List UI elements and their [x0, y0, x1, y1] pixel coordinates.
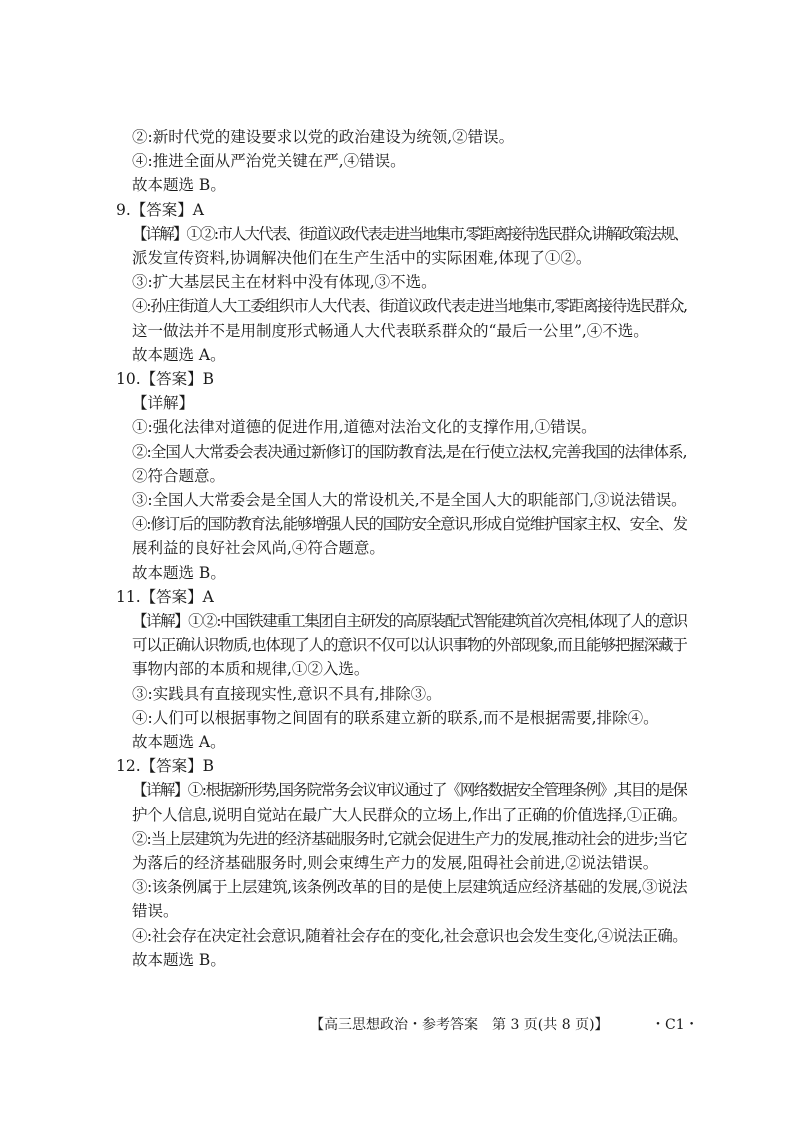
text-line: 错误。 [132, 902, 179, 921]
text-line: ③:扩大基层民主在材料中没有体现,③不选。 [132, 273, 437, 292]
text-line: 这一做法并不是用制度形式畅通人大代表联系群众的“最后一公里”,④不选。 [132, 321, 649, 340]
text-line: 可以正确认识物质,也体现了人的意识不仅可以认识事物的外部现象,而且能够把握深藏于 [132, 636, 687, 655]
text-line: 事物内部的本质和规律,①②入选。 [132, 660, 370, 679]
text-line: ②符合题意。 [132, 466, 226, 485]
text-line: 10.【答案】B [116, 370, 215, 388]
text-line: ③:该条例属于上层建筑,该条例改革的目的是使上层建筑适应经济基础的发展,③说法 [132, 878, 687, 897]
text-line: ①:强化法律对道德的促进作用,道德对法治文化的支撑作用,①错误。 [132, 418, 597, 437]
text-line: 故本题选 B。 [132, 950, 226, 969]
text-line: ②:当上层建筑为先进的经济基础服务时,它就会促进生产力的发展,推动社会的进步;当它 [132, 829, 687, 848]
text-line: ④:人们可以根据事物之间固有的联系建立新的联系,而不是根据需要,排除④。 [132, 708, 659, 727]
text-line: 故本题选 B。 [132, 176, 226, 195]
text-line: ④:推进全面从严治党关键在严,④错误。 [132, 152, 406, 171]
page-footer-label: 【高三思想政治・参考答案 第 3 页(共 8 页)】 [310, 1017, 609, 1033]
text-line: 故本题选 A。 [132, 345, 226, 364]
text-line: ④:修订后的国防教育法,能够增强人民的国防安全意识,形成自觉维护国家主权、安全、发 [132, 515, 687, 534]
page-footer-code: ・C1・ [651, 1017, 699, 1033]
text-line: ③:实践具有直接现实性,意识不具有,排除③。 [132, 684, 442, 703]
text-line: 派发宣传资料,协调解决他们在生产生活中的实际困难,体现了①②。 [132, 249, 592, 267]
text-line: 11.【答案】A [116, 587, 214, 606]
text-line: 【详解】①:根据新形势,国务院常务会议审议通过了《网络数据安全管理条例》,其目的是保 [132, 781, 687, 800]
text-line: ③:全国人大常委会是全国人大的常设机关,不是全国人大的职能部门,③说法错误。 [132, 491, 687, 509]
text-line: 展利益的良好社会风尚,④符合题意。 [132, 539, 385, 558]
text-line: ②:全国人大常委会表决通过新修订的国防教育法,是在行使立法权,完善我国的法律体系, [132, 442, 687, 461]
text-line: 12.【答案】B [116, 757, 215, 776]
text-line: ④:孙庄街道人大工委组织市人大代表、街道议政代表走进当地集市,零距离接待选民群众, [132, 297, 687, 316]
text-line: 为落后的经济基础服务时,则会束缚生产力的发展,阻碍社会前进,②说法错误。 [132, 854, 659, 872]
text-line: ④:社会存在决定社会意识,随着社会存在的变化,社会意识也会发生变化,④说法正确。 [132, 926, 687, 945]
text-line: 【详解】①②:市人大代表、街道议政代表走进当地集市,零距离接待选民群众,讲解政策法规、 [132, 224, 687, 243]
text-line: 9.【答案】A [116, 200, 204, 219]
text-line: 【详解】①②:中国铁建重工集团自主研发的高原装配式智能建筑首次亮相,体现了人的意识 [132, 612, 687, 630]
text-line: 护个人信息,说明自觉站在最广大人民群众的立场上,作出了正确的价值选择,①正确。 [132, 805, 687, 824]
text-line: 故本题选 B。 [132, 563, 226, 582]
text-line: 故本题选 A。 [132, 733, 226, 751]
text-line: ②:新时代党的建设要求以党的政治建设为统领,②错误。 [132, 128, 515, 146]
text-line: 【详解】 [132, 394, 195, 413]
